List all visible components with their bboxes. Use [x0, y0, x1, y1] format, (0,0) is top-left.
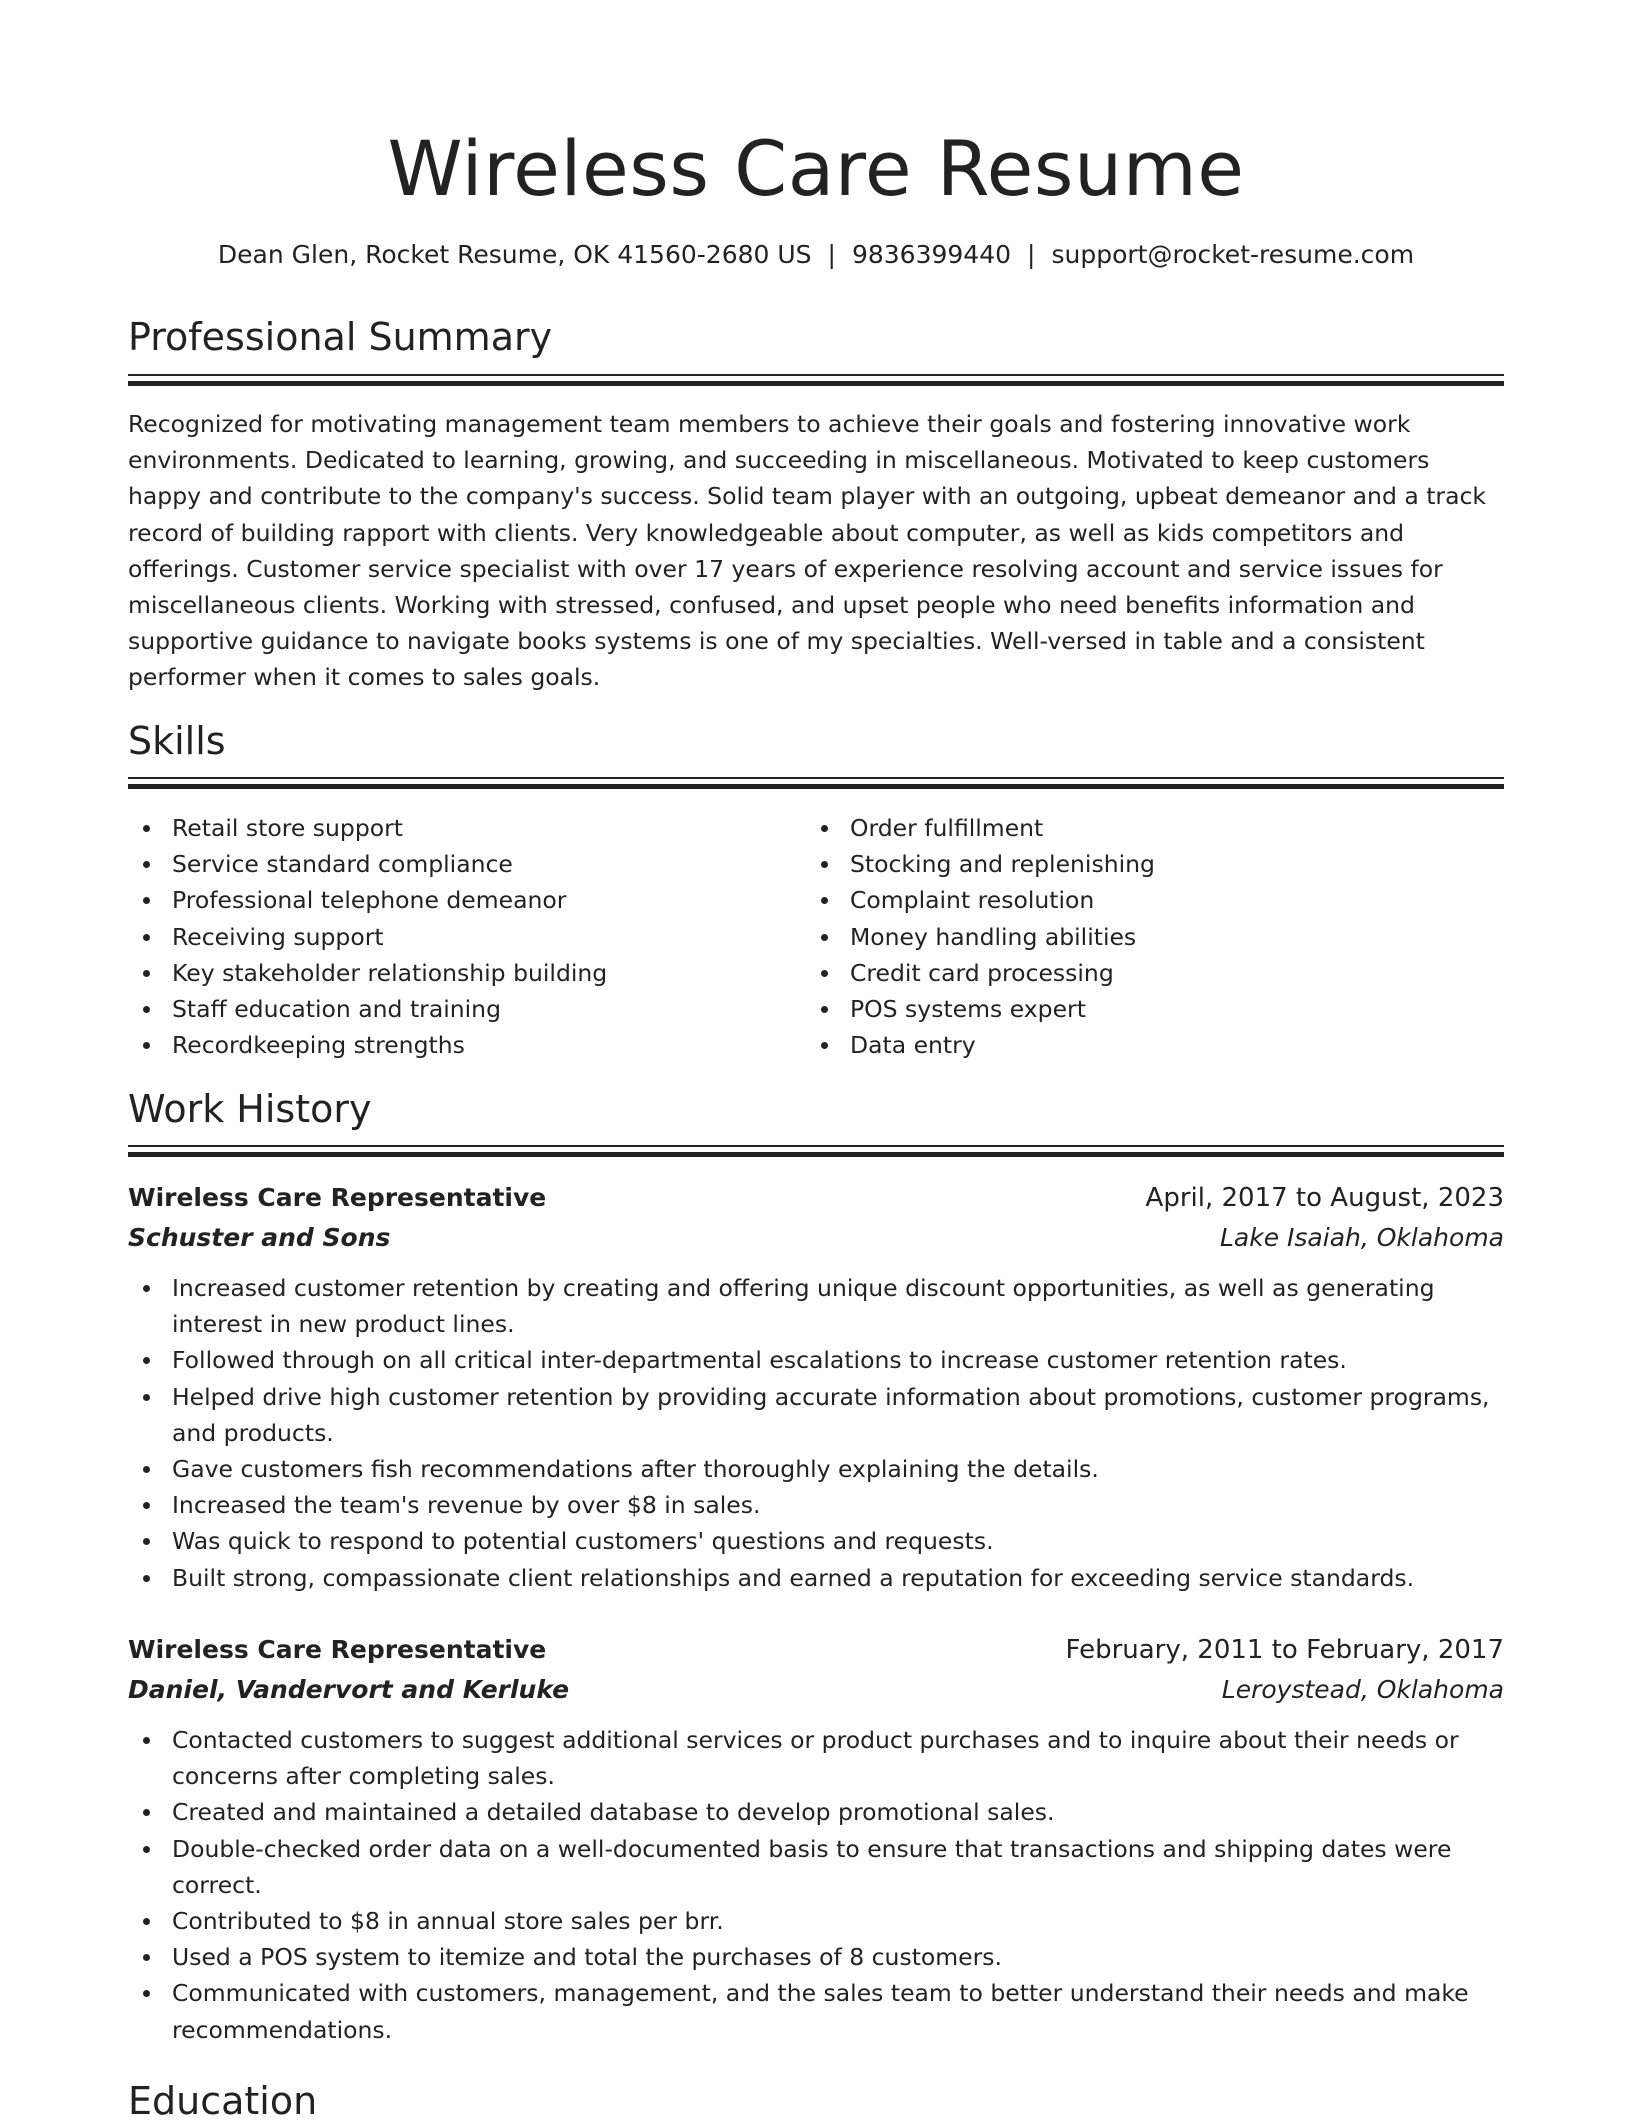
- contact-phone: 9836399440: [851, 240, 1012, 269]
- section-divider: [128, 374, 1504, 386]
- job-bullet: Gave customers fish recommendations after thoroughly explaining the details.: [128, 1451, 1504, 1487]
- skill-item: Stocking and replenishing: [806, 846, 1155, 882]
- contact-email: support@rocket-resume.com: [1051, 240, 1415, 269]
- skills-list-right: [806, 810, 1155, 1063]
- skill-item: Complaint resolution: [806, 882, 1155, 918]
- job-location: Lake Isaiah, Oklahoma: [1219, 1223, 1504, 1252]
- job-bullet: Helped drive high customer retention by providing accurate information about promotions, customer programs, and products.: [128, 1379, 1504, 1451]
- resume-title: Wireless Care Resume: [387, 124, 1245, 213]
- job-bullet: Used a POS system to itemize and total the purchases of 8 customers.: [128, 1939, 1504, 1975]
- job-bullet: Increased customer retention by creating and offering unique discount opportunities, as well as generating interest in new product lines.: [128, 1270, 1504, 1342]
- job-bullet: Contacted customers to suggest additional services or product purchases and to inquire about their needs or concerns after completing sales.: [128, 1722, 1504, 1794]
- skill-item: Retail store support: [128, 810, 607, 846]
- skills-list-left: [128, 810, 607, 1063]
- skill-item: Recordkeeping strengths: [128, 1027, 607, 1063]
- job-bullet: Increased the team's revenue by over $8 in sales.: [128, 1487, 1504, 1523]
- job-bullet: Followed through on all critical inter-departmental escalations to increase customer retention rates.: [128, 1342, 1504, 1378]
- job-bullet: Communicated with customers, management, and the sales team to better understand their needs and make recommendations.: [128, 1975, 1504, 2047]
- job-bullet: Was quick to respond to potential customers' questions and requests.: [128, 1523, 1504, 1559]
- job-location: Leroystead, Oklahoma: [1221, 1675, 1504, 1704]
- job-bullets: [128, 1270, 1504, 1596]
- company-name: Schuster and Sons: [128, 1223, 391, 1252]
- company-name: Daniel, Vandervort and Kerluke: [128, 1675, 570, 1704]
- job-dates: February, 2011 to February, 2017: [1065, 1635, 1504, 1665]
- job-title: Wireless Care Representative: [128, 1635, 547, 1664]
- skill-item: Data entry: [806, 1027, 1155, 1063]
- education-heading: Education: [128, 2079, 318, 2123]
- section-divider: [128, 1145, 1504, 1157]
- summary-heading: Professional Summary: [128, 315, 553, 359]
- job-title: Wireless Care Representative: [128, 1183, 547, 1212]
- job-entry: [128, 1178, 1504, 1596]
- job-bullet: Built strong, compassionate client relationships and earned a reputation for exceeding service standards.: [128, 1560, 1504, 1596]
- job-bullet: Contributed to $8 in annual store sales per brr.: [128, 1903, 1504, 1939]
- job-bullet: Double-checked order data on a well-documented basis to ensure that transactions and shipping dates were correct.: [128, 1831, 1504, 1903]
- job-bullet: Created and maintained a detailed database to develop promotional sales.: [128, 1794, 1504, 1830]
- skill-item: Key stakeholder relationship building: [128, 955, 607, 991]
- skill-item: Staff education and training: [128, 991, 607, 1027]
- contact-address: Dean Glen, Rocket Resume, OK 41560-2680 US: [217, 240, 812, 269]
- skill-item: Money handling abilities: [806, 919, 1155, 955]
- job-bullets: [128, 1722, 1504, 2048]
- skill-item: Credit card processing: [806, 955, 1155, 991]
- skill-item: Receiving support: [128, 919, 607, 955]
- section-divider: [128, 777, 1504, 789]
- job-entry: [128, 1630, 1504, 2048]
- job-dates: April, 2017 to August, 2023: [1145, 1183, 1504, 1213]
- contact-line: [128, 238, 1504, 272]
- contact-separator: |: [1027, 240, 1036, 269]
- summary-text: Recognized for motivating management team members to achieve their goals and fostering innovative work environments. Dedicated to learning, growing, and succeeding in miscellaneous. Motivated to keep customers happy and contribute to the company's success. Solid team player with an outgoing, upbeat demeanor and a track record of building rapport with clients. Very knowledgeable about computer, as well as kids competitors and offerings. Customer service specialist with over 17 years of experience resolving account and service issues for miscellaneous clients. Working with stressed, confused, and upset people who need benefits information and supportive guidance to navigate books systems is one of my specialties. Well-versed in table and a consistent performer when it comes to sales goals.: [128, 410, 1487, 692]
- skill-item: POS systems expert: [806, 991, 1155, 1027]
- skill-item: Order fulfillment: [806, 810, 1155, 846]
- skill-item: Professional telephone demeanor: [128, 882, 607, 918]
- contact-separator: |: [827, 240, 836, 269]
- skills-heading: Skills: [128, 719, 226, 763]
- work-history-heading: Work History: [128, 1087, 372, 1131]
- skill-item: Service standard compliance: [128, 846, 607, 882]
